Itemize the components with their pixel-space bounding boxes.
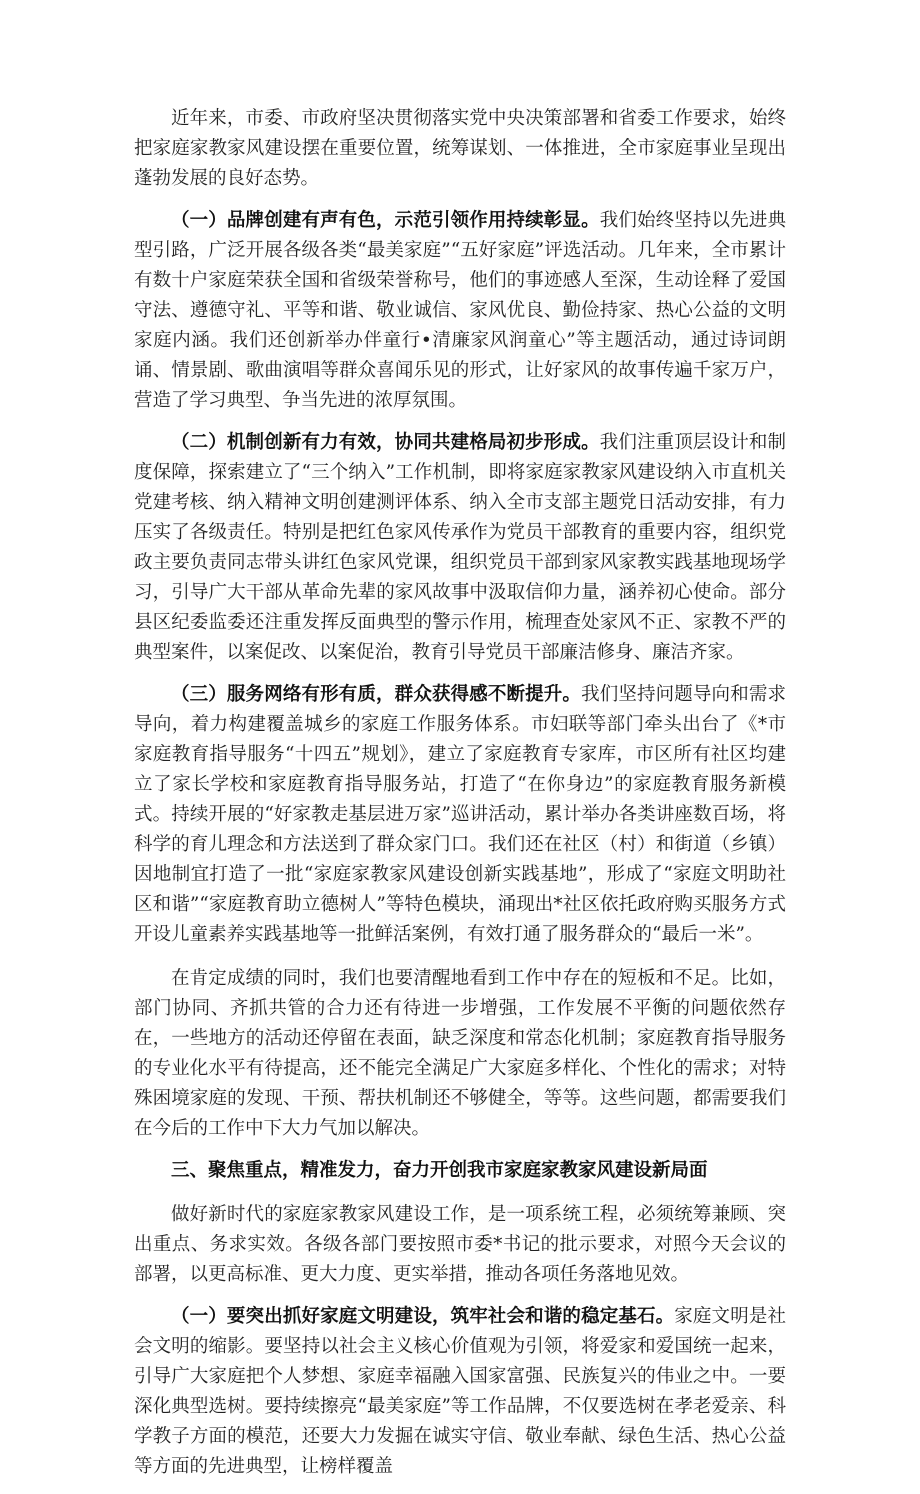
paragraph-body: 家庭文明是社会文明的缩影。要坚持以社会主义核心价值观为引领，将爱家和爱国统一起来，引导广大家庭把个人梦想、家庭幸福融入国家富强、民族复兴的伟业之中。一要深化典型选树。要持续擦亮“最美家庭”等工作品牌，不仅要选树在孝老爱亲、科学教子方面的模范，还要大力发掘在诚实守信、敬业奉献、绿色生活、热心公益等方面的先进典型，让榜样覆盖 xyxy=(134,1306,786,1477)
document-body xyxy=(134,104,786,1494)
section-heading: 三、聚焦重点，精准发力，奋力开创我市家庭家教家风建设新局面 xyxy=(171,1160,708,1181)
paragraph-body: 在肯定成绩的同时，我们也要清醒地看到工作中存在的短板和不足。比如，部门协同、齐抓共管的合力还有待进一步增强，工作发展不平衡的问题依然存在，一些地方的活动还停留在表面，缺乏深度和常态化机制；家庭教育指导服务的专业化水平有待提高，还不能完全满足广大家庭多样化、个性化的需求；对特殊困境家庭的发现、干预、帮扶机制还不够健全，等等。这些问题，都需要我们在今后的工作中下大力气加以解决。 xyxy=(134,968,786,1139)
paragraph-body: 我们注重顶层设计和制度保障，探索建立了“三个纳入”工作机制，即将家庭家教家风建设纳入市直机关党建考核、纳入精神文明创建测评体系、纳入全市支部主题党日活动安排，有力压实了各级责任。特别是把红色家风传承作为党员干部教育的重要内容，组织党政主要负责同志带头讲红色家风党课，组织党员干部到家风家教实践基地现场学习，引导广大干部从革命先辈的家风故事中汲取信仰力量，涵养初心使命。部分县区纪委监委还注重发挥反面典型的警示作用，梳理查处家风不正、家教不严的典型案件，以案促改、以案促治，教育引导党员干部廉洁修身、廉洁齐家。 xyxy=(134,432,786,663)
paragraph-lead: （三）服务网络有形有质，群众获得感不断提升。 xyxy=(171,684,582,705)
paragraph-service-network xyxy=(134,680,786,950)
paragraph-body: 我们坚持问题导向和需求导向，着力构建覆盖城乡的家庭工作服务体系。市妇联等部门牵头出台了《*市家庭教育指导服务“十四五”规划》，建立了家庭教育专家库，市区所有社区均建立了家长学校和家庭教育指导服务站，打造了“在你身边”的家庭教育服务新模式。持续开展的“好家教走基层进万家”巡讲活动，累计举办各类讲座数百场，将科学的育儿理念和方法送到了群众家门口。我们还在社区（村）和街道（乡镇）因地制宜打造了一批“家庭家教家风建设创新实践基地”，形成了“家庭文明助社区和谐”“家庭教育助立德树人”等特色模块，涌现出*社区依托政府购买服务方式开设儿童素养实践基地等一批鲜活案例，有效打通了服务群众的“最后一米”。 xyxy=(134,684,786,945)
paragraph-shortcomings xyxy=(134,964,786,1144)
paragraph-body: 做好新时代的家庭家教家风建设工作，是一项系统工程，必须统筹兼顾、突出重点、务求实效。各级各部门要按照市委*书记的批示要求，对照今天会议的部署，以更高标准、更大力度、更实举措，推动各项任务落地见效。 xyxy=(134,1204,786,1285)
paragraph-overview xyxy=(134,1200,786,1290)
paragraph-lead: （一）品牌创建有声有色，示范引领作用持续彰显。 xyxy=(171,210,600,231)
paragraph-lead: （一）要突出抓好家庭文明建设，筑牢社会和谐的稳定基石。 xyxy=(171,1306,675,1327)
paragraph-brand-creation xyxy=(134,206,786,416)
intro-text: 近年来，市委、市政府坚决贯彻落实党中央决策部署和省委工作要求，始终把家庭家教家风建设摆在重要位置，统筹谋划、一体推进，全市家庭事业呈现出蓬勃发展的良好态势。 xyxy=(134,108,786,189)
intro-paragraph xyxy=(134,104,786,194)
paragraph-lead: （二）机制创新有力有效，协同共建格局初步形成。 xyxy=(171,432,600,453)
paragraph-mechanism-innovation xyxy=(134,428,786,668)
paragraph-body: 我们始终坚持以先进典型引路，广泛开展各级各类“最美家庭”“五好家庭”评选活动。几年来，全市累计有数十户家庭荣获全国和省级荣誉称号，他们的事迹感人至深，生动诠释了爱国守法、遵德守礼、平等和谐、敬业诚信、家风优良、勤俭持家、热心公益的文明家庭内涵。我们还创新举办伴童行•清廉家风润童心”等主题活动，通过诗词朗诵、情景剧、歌曲演唱等群众喜闻乐见的形式，让好家风的故事传遍千家万户，营造了学习典型、争当先进的浓厚氛围。 xyxy=(134,210,786,411)
paragraph-family-civilization xyxy=(134,1302,786,1482)
